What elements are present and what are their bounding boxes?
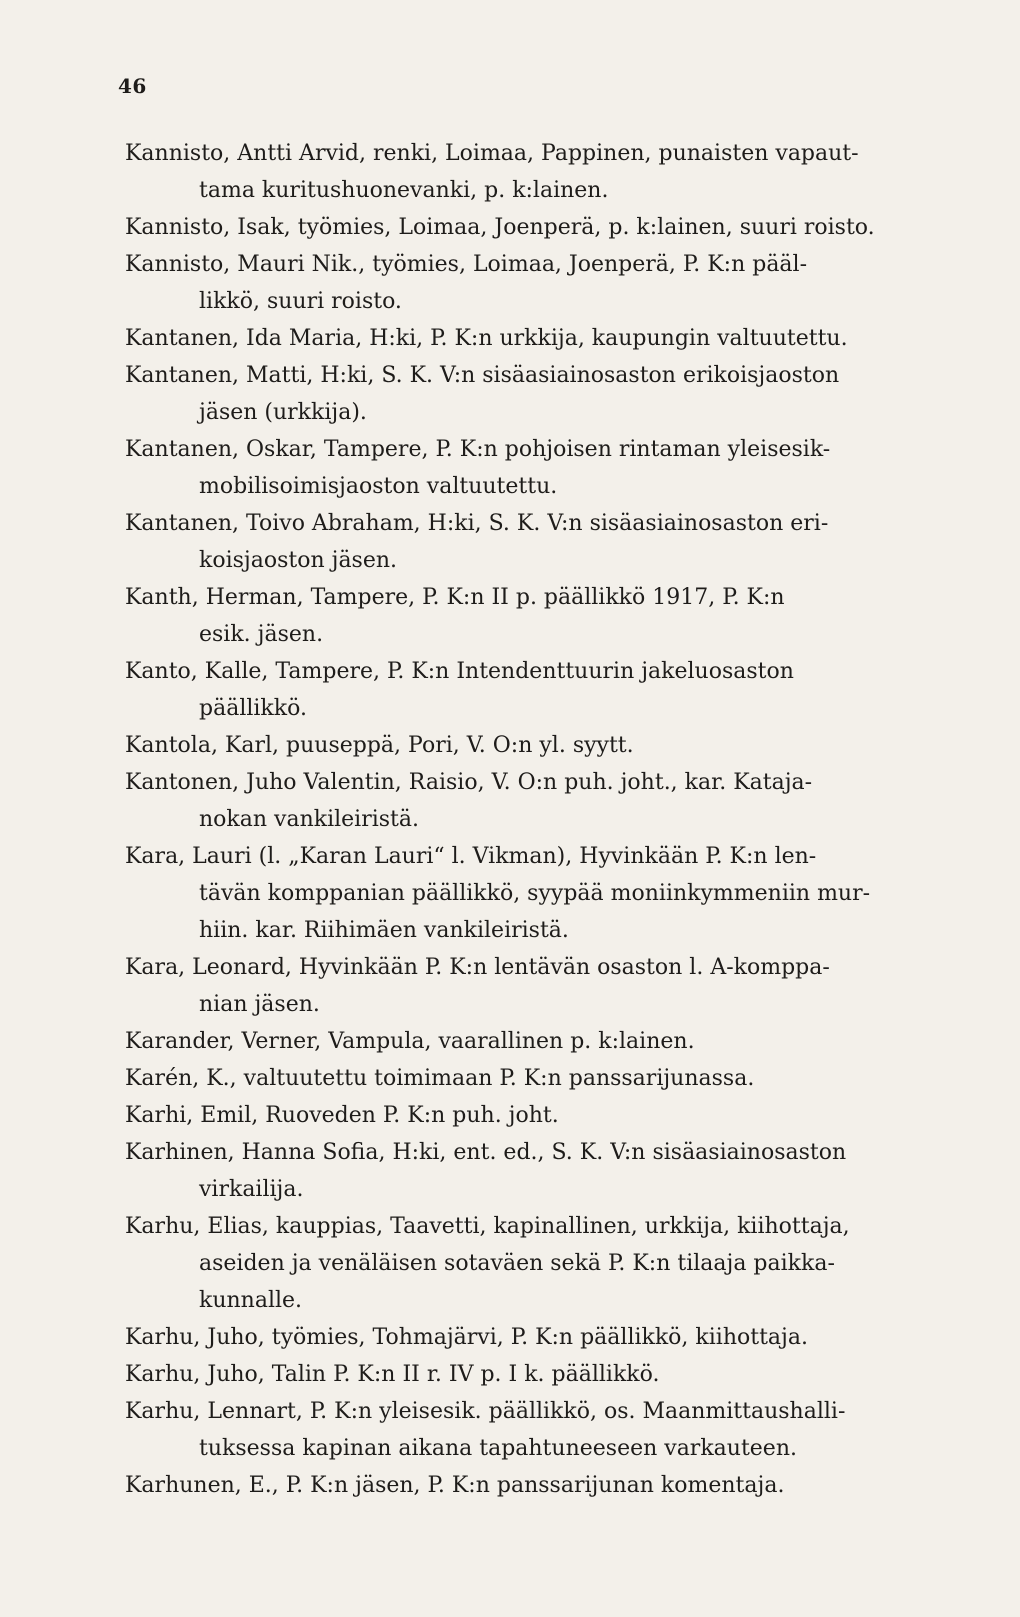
entry-first-line: Kantanen, Ida Maria, H:ki, P. K:n urkkija, kaupungin valtuutettu. [125, 326, 848, 351]
entry-continuation: esik. jäsen. [199, 622, 324, 647]
register-entry [125, 1134, 917, 1208]
entry-first-line: Karander, Verner, Vampula, vaarallinen p. k:lainen. [125, 1029, 695, 1054]
register-entry [125, 246, 917, 320]
register-entry [125, 320, 917, 357]
entry-continuation: aseiden ja venäläisen sotaväen sekä P. K:n tilaaja paikka- kunnalle. [199, 1251, 835, 1313]
register-entry [125, 579, 917, 653]
entry-continuation: tuksessa kapinan aikana tapahtuneeseen varkauteen. [199, 1436, 797, 1461]
entry-continuation: koisjaoston jäsen. [199, 548, 398, 573]
entry-continuation: mobilisoimisjaoston valtuutettu. [199, 474, 558, 499]
entry-continuation: tävän komppanian päällikkö, syypää moniinkymmeniin mur- hiin. kar. Riihimäen vankileiristä. [199, 881, 871, 943]
register-entry [125, 1319, 917, 1356]
entry-continuation: nokan vankileiristä. [199, 807, 419, 832]
register-entry [125, 431, 917, 505]
entry-first-line: Karhu, Juho, Talin P. K:n II r. IV p. I k. päällikkö. [125, 1362, 660, 1387]
register-entry [125, 1023, 917, 1060]
register-entry [125, 949, 917, 1023]
entry-first-line: Kantola, Karl, puuseppä, Pori, V. O:n yl. syytt. [125, 733, 634, 758]
register-entry [125, 209, 917, 246]
entry-first-line: Karhi, Emil, Ruoveden P. K:n puh. joht. [125, 1103, 559, 1128]
entry-first-line: Karén, K., valtuutettu toimimaan P. K:n panssarijunassa. [125, 1066, 755, 1091]
entry-first-line: Kanth, Herman, Tampere, P. K:n II p. päällikkö 1917, P. K:n [125, 585, 785, 610]
entry-continuation: päällikkö. [199, 696, 307, 721]
entry-first-line: Kantanen, Toivo Abraham, H:ki, S. K. V:n sisäasiainosaston eri- [125, 511, 829, 536]
entry-first-line: Kantonen, Juho Valentin, Raisio, V. O:n puh. joht., kar. Kataja- [125, 770, 813, 795]
entry-continuation: jäsen (urkkija). [199, 400, 367, 425]
entry-continuation: nian jäsen. [199, 992, 320, 1017]
page-number: 46 [118, 74, 147, 98]
entry-continuation: tama kuritushuonevanki, p. k:lainen. [199, 178, 609, 203]
register-entry [125, 727, 917, 764]
register-entry [125, 764, 917, 838]
entry-first-line: Kannisto, Mauri Nik., työmies, Loimaa, Joenperä, P. K:n pääl- [125, 252, 808, 277]
register-entry [125, 1208, 917, 1319]
register-entry [125, 135, 917, 209]
entry-first-line: Kanto, Kalle, Tampere, P. K:n Intendenttuurin jakeluosaston [125, 659, 794, 684]
entry-first-line: Karhinen, Hanna Sofia, H:ki, ent. ed., S. K. V:n sisäasiainosaston [125, 1140, 847, 1165]
entry-continuation: likkö, suuri roisto. [199, 289, 402, 314]
register-entry [125, 1356, 917, 1393]
entry-first-line: Karhunen, E., P. K:n jäsen, P. K:n panssarijunan komentaja. [125, 1473, 785, 1498]
entry-first-line: Karhu, Elias, kauppias, Taavetti, kapinallinen, urkkija, kiihottaja, [125, 1214, 850, 1239]
entry-first-line: Kara, Leonard, Hyvinkään P. K:n lentävän osaston l. A-komppa- [125, 955, 830, 980]
entry-first-line: Kannisto, Antti Arvid, renki, Loimaa, Pappinen, punaisten vapaut- [125, 141, 859, 166]
entry-first-line: Kantanen, Oskar, Tampere, P. K:n pohjoisen rintaman yleisesik- [125, 437, 831, 462]
entry-first-line: Kara, Lauri (l. „Karan Lauri“ l. Vikman), Hyvinkään P. K:n len- [125, 844, 817, 869]
entry-first-line: Kantanen, Matti, H:ki, S. K. V:n sisäasiainosaston erikoisjaoston [125, 363, 840, 388]
register-entry [125, 838, 917, 949]
entry-list [125, 135, 917, 1504]
register-entry [125, 505, 917, 579]
entry-continuation: virkailija. [199, 1177, 304, 1202]
entry-first-line: Karhu, Juho, työmies, Tohmajärvi, P. K:n päällikkö, kiihottaja. [125, 1325, 808, 1350]
register-entry [125, 653, 917, 727]
entry-first-line: Karhu, Lennart, P. K:n yleisesik. päällikkö, os. Maanmittaushalli- [125, 1399, 846, 1424]
entry-first-line: Kannisto, Isak, työmies, Loimaa, Joenperä, p. k:lainen, suuri roisto. [125, 215, 875, 240]
register-entry [125, 1467, 917, 1504]
register-entry [125, 1060, 917, 1097]
register-entry [125, 1097, 917, 1134]
register-entry [125, 1393, 917, 1467]
register-entry [125, 357, 917, 431]
